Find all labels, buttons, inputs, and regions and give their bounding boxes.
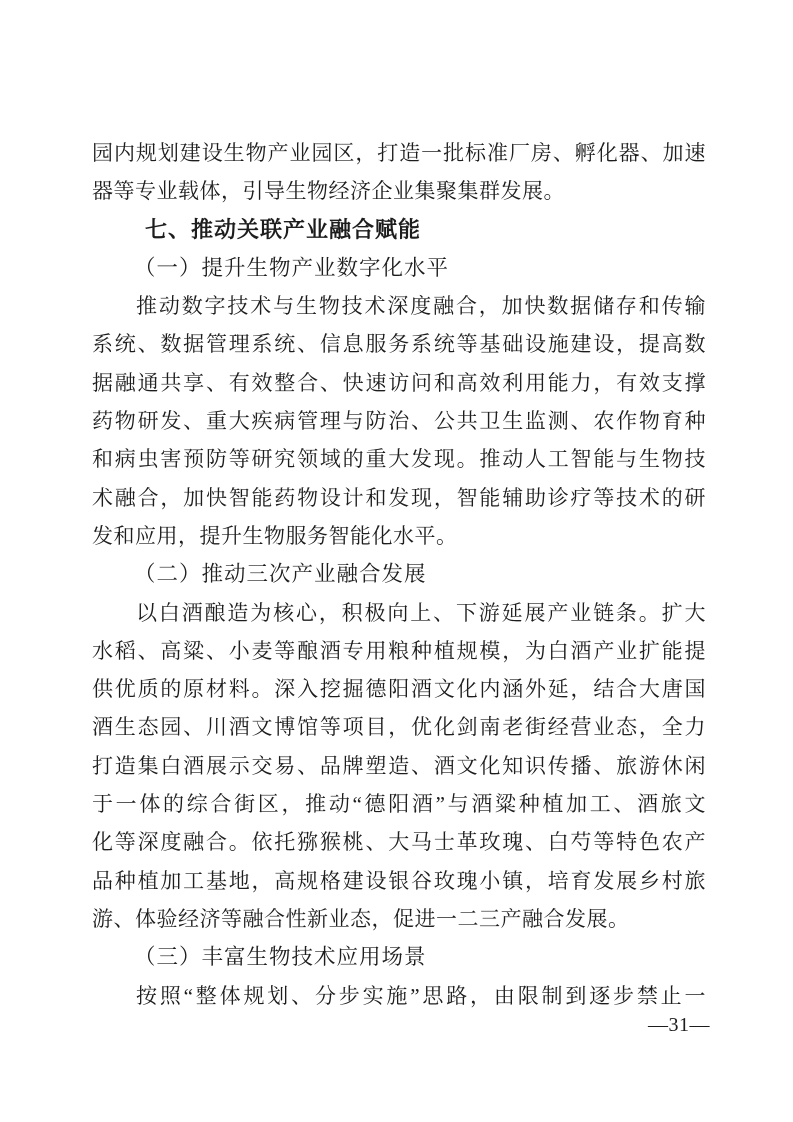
text-line: 以白酒酿造为核心，积极向上、下游延展产业链条。扩大 [136, 600, 706, 625]
text-line: 据融通共享、有效整合、快速访问和高效利用能力，有效支撑 [92, 370, 706, 395]
text-line: 酒生态园、川酒文博馆等项目，优化剑南老街经营业态，全力 [92, 715, 706, 740]
text-line: 系统、数据管理系统、信息服务系统等基础设施建设，提高数 [92, 332, 706, 357]
page-number: —31— [648, 1014, 710, 1036]
text-line: 供优质的原材料。深入挖掘德阳酒文化内涵外延，结合大唐国 [92, 677, 706, 702]
text-line: 和病虫害预防等研究领域的重大发现。推动人工智能与生物技 [92, 447, 706, 472]
text-line: 推动数字技术与生物技术深度融合，加快数据储存和传输 [136, 294, 706, 319]
subsection-heading: （二）推动三次产业融合发展 [134, 562, 427, 587]
text-line: 药物研发、重大疾病管理与防治、公共卫生监测、农作物育种 [92, 409, 706, 434]
text-line: 术融合，加快智能药物设计和发现，智能辅助诊疗等技术的研 [92, 485, 706, 510]
subsection-heading: （三）丰富生物技术应用场景 [134, 945, 427, 970]
text-line: 园内规划建设生物产业园区，打造一批标准厂房、孵化器、加速 [92, 141, 706, 165]
text-line: 品种植加工基地，高规格建设银谷玫瑰小镇，培育发展乡村旅 [92, 868, 706, 893]
text-line: 按照“整体规划、分步实施”思路，由限制到逐步禁止一 [136, 983, 706, 1008]
subsection-heading: （一）提升生物产业数字化水平 [134, 255, 450, 280]
text-line: 发和应用，提升生物服务智能化水平。 [92, 523, 458, 548]
document-body [92, 134, 706, 1015]
text-line: 游、体验经济等融合性新业态，促进一二三产融合发展。 [92, 906, 630, 931]
text-line: 于一体的综合街区，推动“德阳酒”与酒粱种植加工、酒旅文 [92, 792, 706, 817]
text-line: 化等深度融合。依托猕猴桃、大马士革玫瑰、白芍等特色农产 [92, 830, 706, 855]
text-line: 器等专业载体，引导生物经济企业集聚集群发展。 [92, 179, 565, 204]
text-line: 水稻、高粱、小麦等酿酒专用粮种植规模，为白酒产业扩能提 [92, 638, 706, 663]
text-line: 打造集白酒展示交易、品牌塑造、酒文化知识传播、旅游休闲 [92, 753, 706, 778]
section-heading: 七、推动关联产业融合赋能 [145, 216, 422, 242]
